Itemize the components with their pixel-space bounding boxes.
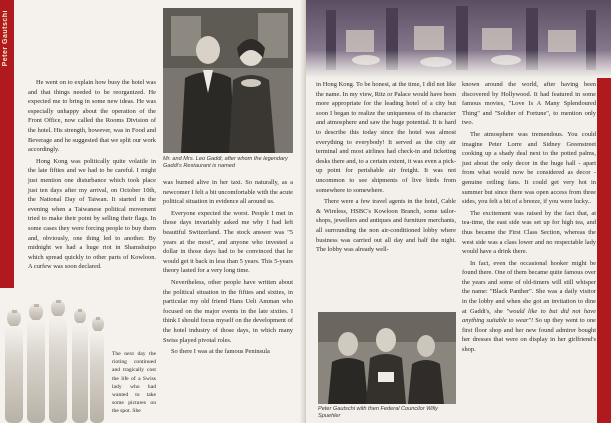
paragraph-tail: So up they went to one first floor shop and her new found admirer bought her dresses that were on display in her girlfriend's shop.: [462, 317, 596, 354]
spuehler-photo: [318, 312, 456, 404]
paragraph: So there I was at the famous Peninsula: [171, 348, 270, 356]
paragraph: in Hong Kong. To be honest, at the time, I did not like the name. In my view, Ritz or Palace would have been more appropriate for the leading hotel of a city but soon I began to realize the uniqueness of its character and atmosphere and saw the huge potential. It is hard to describe this today since the hotel was almost everything to everybody! It served as the city air terminal and most airlines had check-in and ticketing desks there and, to a certain extent, it was even a pick-up point for perishable air freight. It was not uncommon to see shipments of live birds from somewhere to somewhere.: [316, 81, 456, 194]
left-column-1-tail: [112, 350, 156, 418]
paragraph: Nevertheless, other people have written about the political situation in the fifties and sixties, in particular my old friend Hans Ueli Amman who focused on the major events in the late sixties. I think I should focus myself on the development of the hotel industry of those days, in which many Swiss played pivotal roles.: [163, 278, 293, 344]
spuehler-photo-caption: Peter Gautschi with then Federal Councilor Willy Spuehler: [318, 406, 438, 419]
paragraph: Everyone expected the worst. People I met in those days invariably asked me why I had left beautiful Switzerland. The stock answer was "5 years at the most", and anyone who invested a dollar in those days had to be convinced that he would get it back in less than 5 years. This 5-years theory lasted for a very long time.: [163, 209, 293, 275]
paragraph: The atmosphere was tremendous. You could imagine Peter Lorre and Sidney Greenstreet cooking up a shady deal next to the potted palms, just about the only decor in the huge hall - apart from what would now be considered as decor -genuine ceiling fans. It could get very hot in summer but since there was open access from three sides, you felt a bit of a breeze, if you were lucky..: [462, 130, 596, 206]
paragraph: was burned alive in her taxi. So naturally, as a newcomer I felt a bit uncomfortable with the acute political situation in evidence all around us.: [163, 179, 293, 206]
left-column-1: [28, 78, 156, 274]
paragraph: The next day the rioting continued and tragically cost the life of a Swiss lady who had wanted to take some pictures on the spot. She: [112, 351, 156, 415]
left-side-label: Peter Gautschi: [2, 10, 9, 67]
gaddi-photo-caption: Mr. and Mrs. Leo Gaddi, after whom the legendary Gaddi's Restaurant is named: [163, 156, 288, 169]
left-column-2: [163, 178, 293, 359]
paragraph: The excitement was raised by the fact that, at tea-time, the east side was set up for high tea, and thus became the First Class Section, whereas the west side was a class lower and no respectable lady would have a drink there.: [462, 209, 596, 256]
paragraph: Hong Kong was politically quite volatile in the late fifties and we had to be careful. I might just mention one disturbance which took place just ten days after my arrival, on October 10th, the National Day of Taiwan. It started in the evening when a Taiwanese political movement tried to make their point by selling their flags. In some cases they were forcing people to buy them and, obviously, one thing led to another. By midnight we had a huge riot in Shamshuipo which spread quickly to other parts of Kowloon. A curfew was soon declared.: [28, 157, 156, 271]
paragraph: [462, 259, 596, 355]
paragraph-text: In fact, even the occasional hooker might be found there. One of them became quite famous over the years and some of old-timers will still whisper the name: "Black Panther". She was a daily visitor in the lobby and when she got an invitation to dine at Gaddi's, she: [462, 259, 596, 315]
right-column-1: [316, 80, 456, 257]
paragraph: There were a few travel agents in the hotel, Cable & Wireless, HSBC's Kowloon Branch, some tailor-shops, jewellers and antiques and furniture merchants, all surrounding the non air-conditioned lobby where business was carried out all day and half the night. The lobby was already well-: [316, 198, 456, 254]
statues-image: [0, 288, 110, 423]
right-column-2: [462, 80, 596, 357]
left-page: [0, 0, 305, 423]
italic-quote: "would like to but did not have anything suitable to wear"!: [462, 307, 596, 325]
banner-fade: [306, 50, 611, 78]
paragraph: He went on to explain how busy the hotel was and that things needed to be reorganized. He expected me to bring in some new ideas. He was especially unhappy about the operation of the Front Office, now called the Rooms Division of the hotel. His strength, however, was in Food and Beverage and he suggested that we split our work accordingly.: [28, 79, 156, 154]
gaddi-photo: [163, 8, 293, 153]
lobby-banner-photo: [306, 0, 611, 78]
paragraph: known around the world, after having been discovered by Hollywood. It had featured in some famous movies, "Love Is A Many Splendoured Thing" and "Soldier of Fortune", to mention only two.: [462, 81, 596, 127]
